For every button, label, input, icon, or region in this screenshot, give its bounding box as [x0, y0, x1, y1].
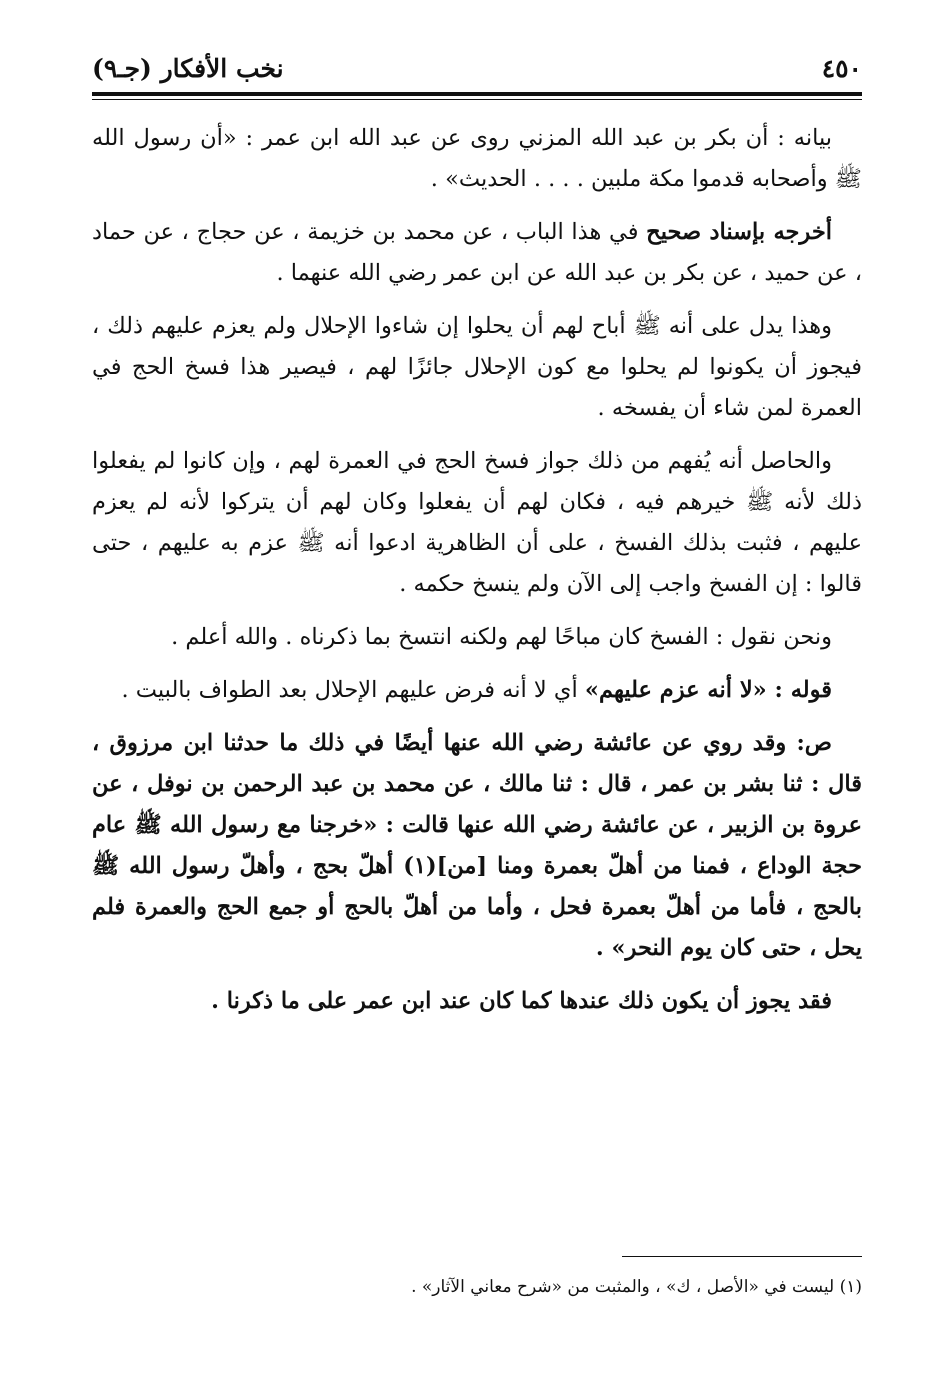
- paragraph-text: بيانه : أن بكر بن عبد الله المزني روى عن عبد الله ابن عمر : «أن رسول الله ﷺ وأصحابه قدموا مكة ملبين . . . . الحديث» .: [92, 125, 862, 192]
- paragraph-text: في هذا الباب ، عن محمد بن خزيمة ، عن حجاج ، عن حماد ، عن حميد ، عن بكر بن عبد الله عن ابن عمر رضي الله عنهما .: [92, 219, 862, 286]
- page-number: ٤٥٠: [821, 53, 862, 83]
- paragraph: [92, 441, 862, 605]
- header-rule-thick: [92, 92, 862, 96]
- bold-paragraph: ص: وقد روي عن عائشة رضي الله عنها أيضًا في ذلك ما حدثنا ابن مرزوق ، قال : ثنا بشر بن عمر ، قال : ثنا مالك ، عن محمد بن عبد الرحمن بن نوفل ، عن عروة بن الزبير ، عن عائشة رضي الله عنها قالت : «خرجنا مع رسول الله ﷺ عام حجة الوداع ، فمنا من أهلّ بعمرة ومنا [من](١) أهلّ بحج ، وأهلّ رسول الله ﷺ بالحج ، فأما من أهلّ بعمرة فحل ، وأما من أهلّ بالحج أو جمع الحج والعمرة فلم يحل ، حتى كان يوم النحر» .: [92, 730, 862, 961]
- bold-paragraph: فقد يجوز أن يكون ذلك عندها كما كان عند ابن عمر على ما ذكرنا .: [211, 988, 832, 1014]
- paragraph-lead: أخرجه بإسناد صحيح: [646, 219, 832, 245]
- paragraph: [92, 306, 862, 429]
- paragraph-lead: قوله : «لا أنه عزم عليهم»: [584, 677, 832, 703]
- paragraph-text: وهذا يدل على أنه ﷺ أباح لهم أن يحلوا إن شاءوا الإحلال ولم يعزم عليهم ذلك ، فيجوز أن يكونوا لم يحلوا مع كون الإحلال جائزًا لهم ، فيصير هذا فسخ الحج في العمرة لمن شاء أن يفسخه .: [92, 313, 862, 421]
- paragraph: [92, 118, 862, 200]
- paragraph-text: أي لا أنه فرض عليهم الإحلال بعد الطواف بالبيت .: [121, 677, 585, 703]
- paragraph: [92, 617, 862, 658]
- header-rule-thin: [92, 99, 862, 100]
- paragraph-text: والحاصل أنه يُفهم من ذلك جواز فسخ الحج في العمرة لهم ، وإن كانوا لم يفعلوا ذلك لأنه ﷺ خيرهم فيه ، فكان لهم أن يفعلوا وكان لهم أن يتركوا لأنه لم يعزم عليهم ، فثبت بذلك الفسخ ، على أن الظاهرية ادعوا أنه ﷺ عزم به عليهم ، حتى قالوا : إن الفسخ واجب إلى الآن ولم ينسخ حكمه .: [92, 448, 862, 597]
- paragraph: [92, 670, 862, 711]
- body-text: [92, 118, 862, 1034]
- running-header: [92, 48, 862, 88]
- footnote: (١) ليست في «الأصل ، ك» ، والمثبت من «شرح معاني الآثار» .: [411, 1277, 862, 1297]
- paragraph-text: ونحن نقول : الفسخ كان مباحًا لهم ولكنه انتسخ بما ذكرناه . والله أعلم .: [171, 624, 832, 650]
- paragraph: [92, 212, 862, 294]
- book-title: نخب الأفكار (جـ٩): [92, 53, 284, 83]
- footnote-rule: [622, 1256, 862, 1257]
